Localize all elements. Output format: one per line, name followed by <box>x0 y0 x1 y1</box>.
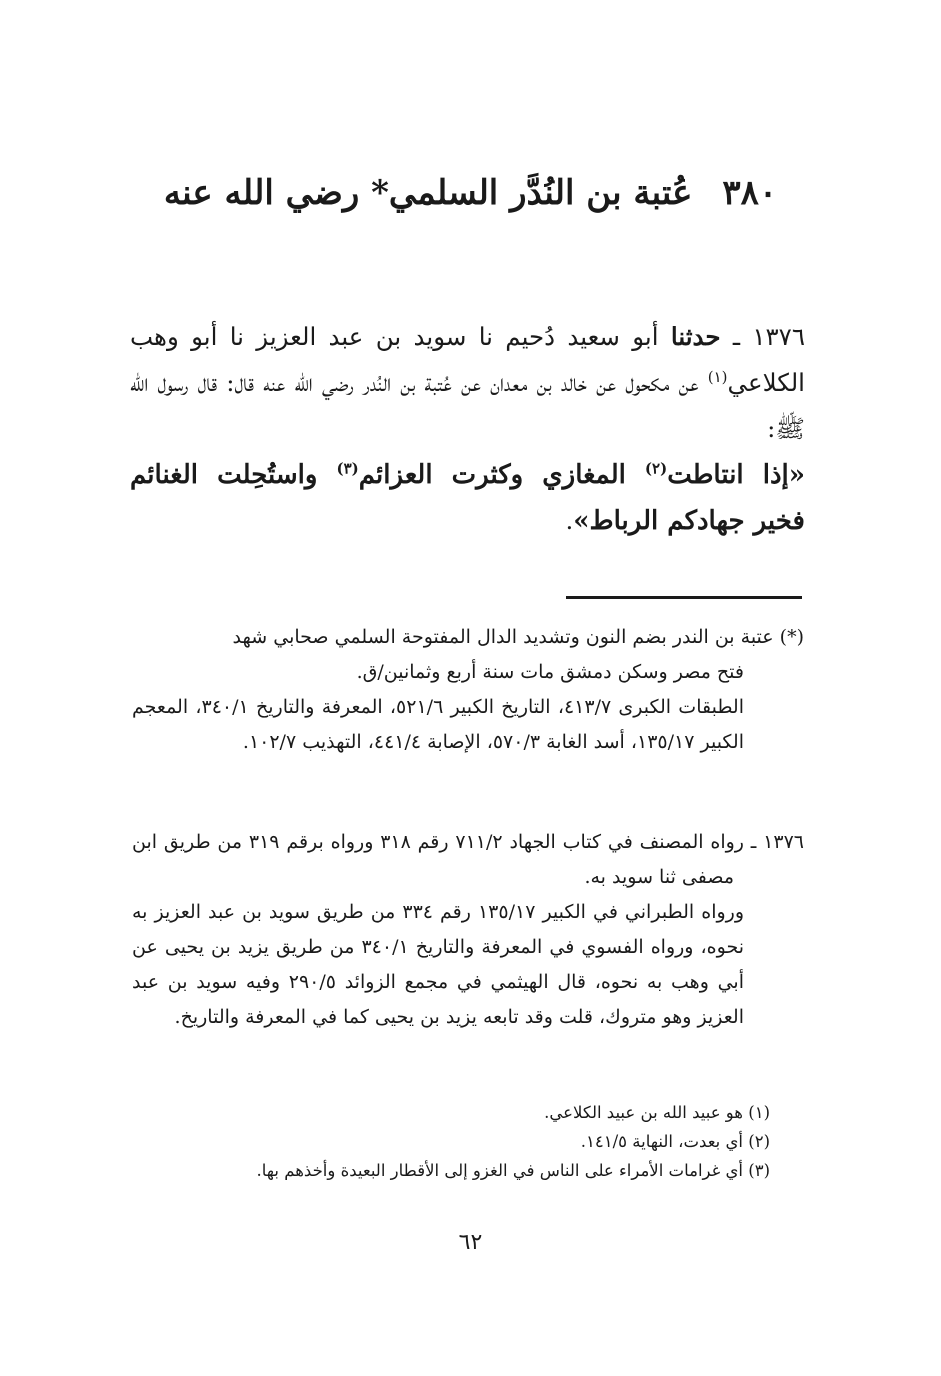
hadith-text <box>130 314 805 544</box>
footnotes-list <box>150 1098 770 1185</box>
footnote-separator <box>566 596 802 599</box>
takhrij-note <box>132 825 804 1035</box>
footnote-ref-3: (٣) <box>336 459 359 478</box>
hadith-end-mark: . <box>565 506 574 535</box>
footnote-2: (٢) أي بعدت، النهاية ١٤١/٥. <box>580 1132 770 1151</box>
chapter-number: ٣٨٠ <box>722 173 778 213</box>
hadith-number: ١٣٧٦ ـ <box>732 322 805 351</box>
hadith-isnad: أبو سعيد دُحيم نا سويد بن عبد العزيز نا أبو وهب الكلاعي <box>130 322 805 397</box>
chapter-title: عُتبة بن النُدَّر السلمي* رضي الله عنه <box>163 173 693 213</box>
footnote-3: (٣) أي غرامات الأمراء على الناس في الغزو إلى الأقطار البعيدة وأخذهم بها. <box>256 1161 770 1180</box>
hadith-matn <box>130 460 805 536</box>
biography-sources: الطبقات الكبرى ٤١٣/٧، التاريخ الكبير ٥٢١/٦، المعرفة والتاريخ ٣٤٠/١، المعجم الكبير ١٣٥/١٧، أسد الغابة ٥٧٠/٣، الإصابة ٤٤١/٤، التهذيب ١٠٢/٧. <box>132 696 744 753</box>
chapter-heading <box>0 168 941 218</box>
page-number: ٦٢ <box>458 1230 483 1255</box>
footnote-1: (١) هو عبيد الله بن عبيد الكلاعي. <box>544 1103 770 1122</box>
hadith-opening-word: حدثنا <box>670 322 721 351</box>
hadith-matn-part-1: «إذا انتاطت <box>667 460 805 490</box>
hadith-isnad-continued: عن مكحول عن خالد بن معدان عن عُتبة بن النُدر رضي الله عنه قال: قال رسول الله ﷺ: <box>130 368 805 443</box>
hadith-matn-part-3: واستُحِلت الغنائم فخير جهادكم الرباط» <box>130 460 805 536</box>
footnote-ref-1: (١) <box>707 367 728 386</box>
biography-note <box>132 620 804 760</box>
footnote-ref-2: (٢) <box>644 459 668 478</box>
biography-line-1: (*) عتبة بن الندر بضم النون وتشديد الدال المفتوحة السلمي صحابي شهد <box>232 626 804 648</box>
biography-line-2: فتح مصر وسكن دمشق مات سنة أربع وثمانين/ق. <box>356 661 744 683</box>
hadith-matn-part-2: المغازي وكثرت العزائم <box>358 460 645 490</box>
takhrij-paragraph-1: ١٣٧٦ ـ رواه المصنف في كتاب الجهاد ٧١١/٢ رقم ٣١٨ ورواه برقم ٣١٩ من طريق ابن مصفى ثنا سويد به. <box>132 831 804 888</box>
takhrij-paragraph-2: ورواه الطبراني في الكبير ١٣٥/١٧ رقم ٣٣٤ من طريق سويد بن عبد العزيز به نحوه، ورواه الفسوي في المعرفة والتاريخ ٣٤٠/١ من طريق يزيد بن يحيى عن أبي وهب به نحوه، قال الهيثمي في مجمع الزوائد ٢٩٠/٥ وفيه سويد بن عبد العزيز وهو متروك، قلت وقد تابعه يزيد بن يحيى كما في المعرفة والتاريخ. <box>132 901 744 1028</box>
